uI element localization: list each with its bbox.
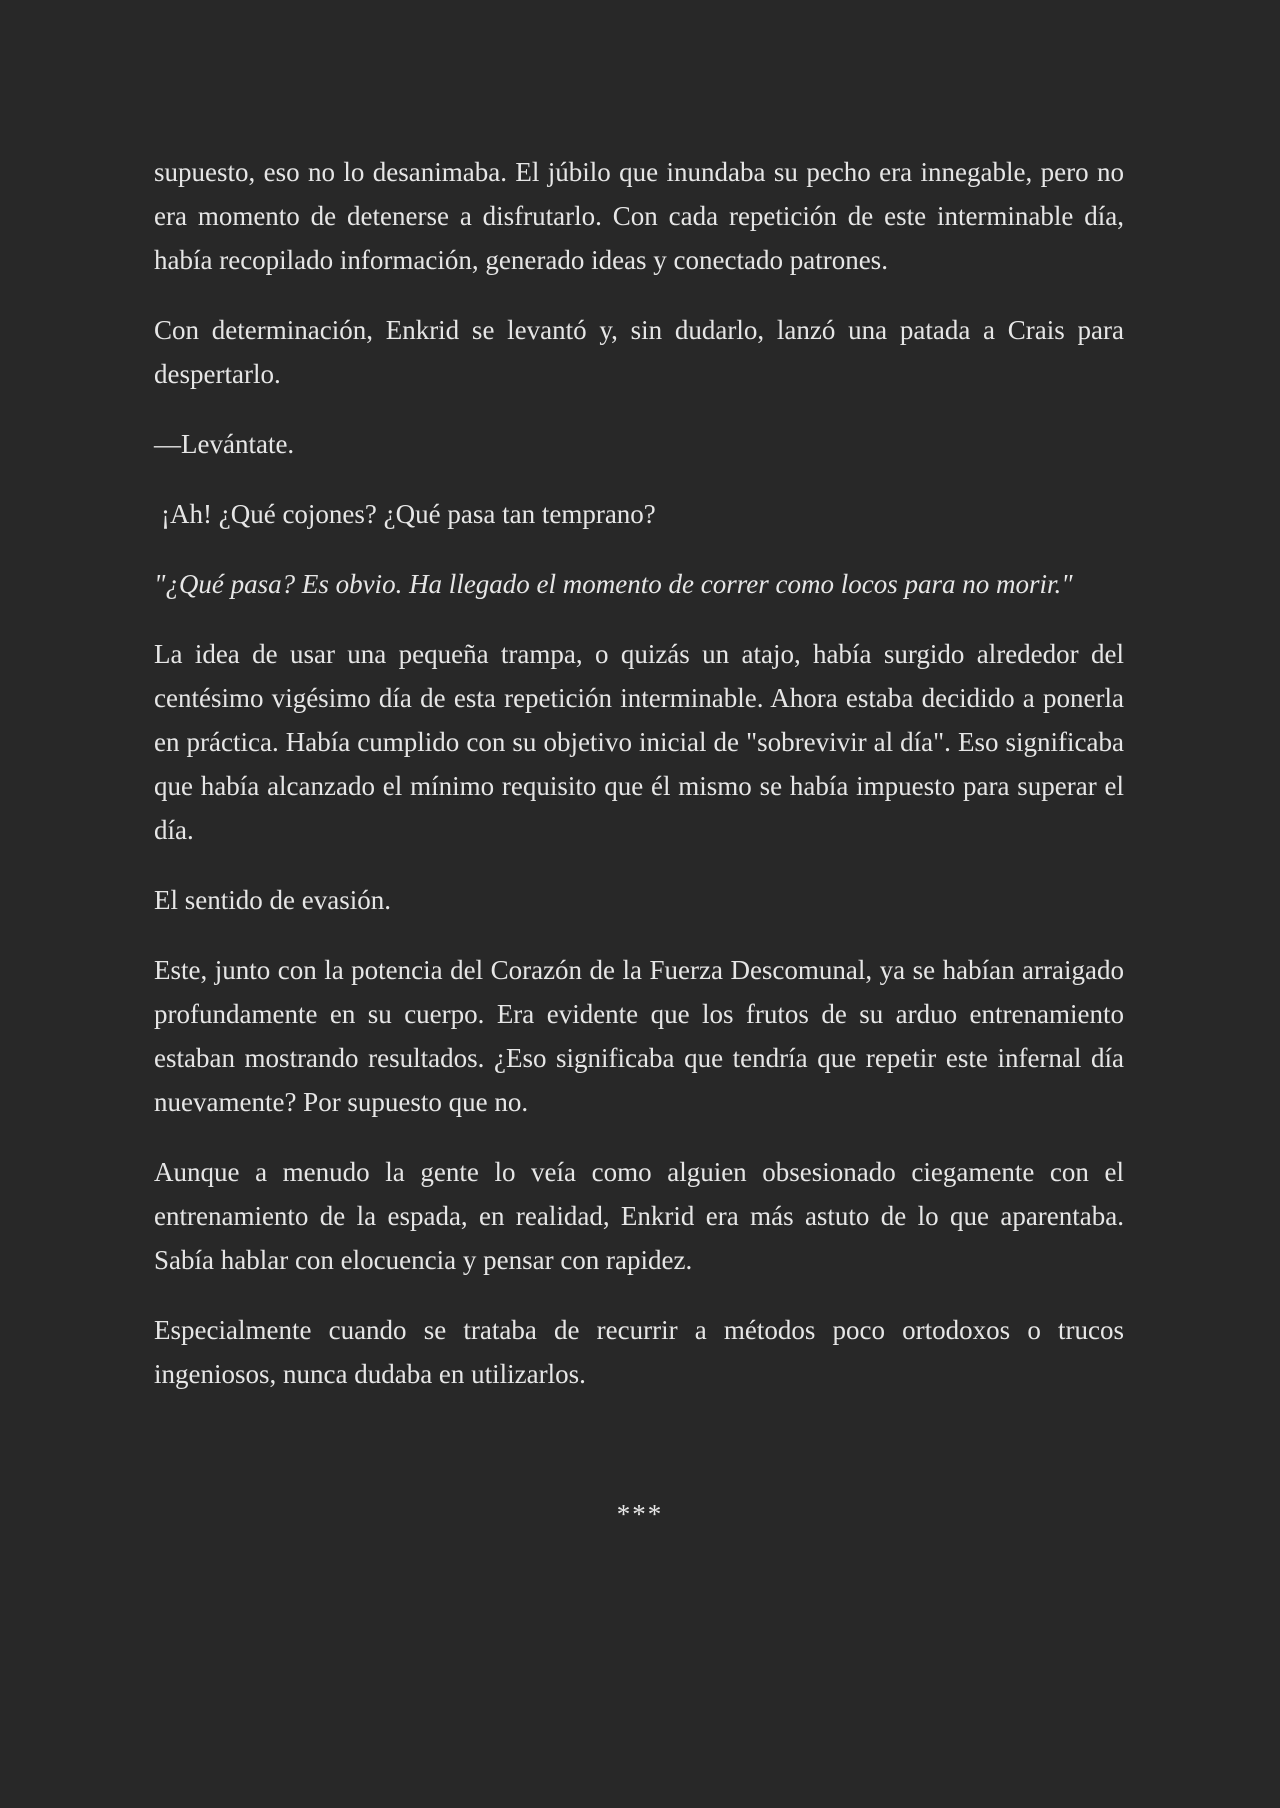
paragraph-6: La idea de usar una pequeña trampa, o quizás un atajo, había surgido alrededor del centésimo vigésimo día de esta repetición interminable. Ahora estaba decidido a ponerla en práctica. Había cumplido con su objetivo inicial de "sobrevivir al día". Eso significaba que había alcanzado el mínimo requisito que él mismo se había impuesto para superar el día. [154, 639, 1124, 845]
paragraph-1: supuesto, eso no lo desanimaba. El júbilo que inundaba su pecho era innegable, pero no era momento de detenerse a disfrutarlo. Con cada repetición de este interminable día, había recopilado información, generado ideas y conectado patrones. [154, 157, 1124, 275]
chapter-text [154, 150, 1124, 1422]
scene-separator: *** [616, 1499, 664, 1529]
paragraph-7: El sentido de evasión. [154, 885, 391, 915]
paragraph-5-thought: "¿Qué pasa? Es obvio. Ha llegado el momento de correr como locos para no morir." [154, 569, 1073, 599]
paragraph-3-dialogue: —Levántate. [154, 429, 295, 459]
paragraph-10: Especialmente cuando se trataba de recurrir a métodos poco ortodoxos o trucos ingeniosos, nunca dudaba en utilizarlos. [154, 1315, 1124, 1389]
paragraph-9: Aunque a menudo la gente lo veía como alguien obsesionado ciegamente con el entrenamiento de la espada, en realidad, Enkrid era más astuto de lo que aparentaba. Sabía hablar con elocuencia y pensar con rapidez. [154, 1157, 1124, 1275]
paragraph-2: Con determinación, Enkrid se levantó y, sin dudarlo, lanzó una patada a Crais para despertarlo. [154, 315, 1124, 389]
paragraph-4-dialogue: ¡Ah! ¿Qué cojones? ¿Qué pasa tan temprano? [161, 499, 656, 529]
paragraph-8: Este, junto con la potencia del Corazón de la Fuerza Descomunal, ya se habían arraigado profundamente en su cuerpo. Era evidente que los frutos de su arduo entrenamiento estaban mostrando resultados. ¿Eso significaba que tendría que repetir este infernal día nuevamente? Por supuesto que no. [154, 955, 1124, 1117]
